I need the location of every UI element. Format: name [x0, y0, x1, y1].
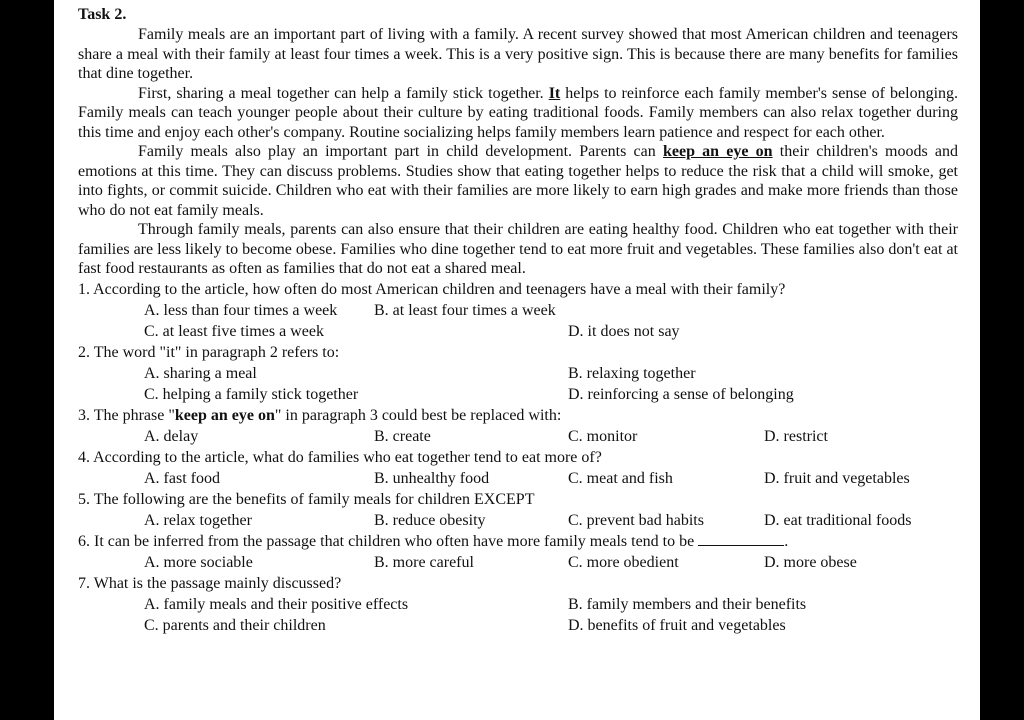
paragraph-3-text-b: their children's moods and emotions at this time. They can discuss problems. Studies show that eating together helps to reduce the risk that a child will smoke, get into fights, or commit suicide. Children who eat with their families are more likely to earn high grades and make more friends than those who do not eat family meals. — [78, 143, 959, 219]
question-3-options — [78, 426, 958, 447]
paragraph-2-text-a: First, sharing a meal together can help a family stick together. — [138, 84, 549, 102]
question-2: 2. The word "it" in paragraph 2 refers to: — [78, 343, 340, 361]
q6-option-d[interactable]: D. more obese — [764, 553, 857, 571]
question-2-options-row-2 — [78, 384, 958, 405]
q2-option-c[interactable]: C. helping a family stick together — [144, 385, 359, 403]
question-6-options — [78, 552, 958, 573]
q6-option-a[interactable]: A. more sociable — [144, 553, 253, 571]
q5-option-b[interactable]: B. reduce obesity — [374, 511, 486, 529]
question-7: 7. What is the passage mainly discussed? — [78, 574, 342, 592]
q5-option-d[interactable]: D. eat traditional foods — [764, 511, 912, 529]
q2-option-d[interactable]: D. reinforcing a sense of belonging — [568, 385, 794, 403]
question-6-end: . — [784, 532, 789, 550]
paragraph-3 — [78, 142, 958, 220]
question-4-options — [78, 468, 958, 489]
q7-option-c[interactable]: C. parents and their children — [144, 616, 326, 634]
q2-option-a[interactable]: A. sharing a meal — [144, 364, 257, 382]
q3-option-b[interactable]: B. create — [374, 427, 431, 445]
q1-option-b[interactable]: B. at least four times a week — [374, 301, 556, 319]
q2-option-b[interactable]: B. relaxing together — [568, 364, 696, 382]
question-1-options-row-1 — [78, 300, 958, 321]
paragraph-4: Through family meals, parents can also ensure that their children are eating healthy food. Children who eat together with their families are less likely to become obese. Families who dine together tend to eat more fruit and vegetables. These families also don't eat at fast food restaurants as often as families that do not eat a shared meal. — [78, 221, 958, 277]
underlined-it: It — [548, 84, 561, 102]
paragraph-2 — [78, 84, 958, 143]
question-6-text: 6. It can be inferred from the passage that children who often have more family meals tend to be — [78, 532, 695, 550]
question-1: 1. According to the article, how often do most American children and teenagers have a meal with their family? — [78, 280, 786, 298]
question-7-options-row-2 — [78, 615, 958, 636]
q3-option-a[interactable]: A. delay — [144, 427, 199, 445]
q6-option-c[interactable]: C. more obedient — [568, 553, 679, 571]
q4-option-a[interactable]: A. fast food — [144, 469, 220, 487]
question-5-options — [78, 510, 958, 531]
q4-option-d[interactable]: D. fruit and vegetables — [764, 469, 910, 487]
paragraph-2-text-b: helps to reinforce each family member's sense of belonging. Family meals can teach younger people about their culture by eating traditional foods. Family members can also relax together during this time and enjoy each other's company. Routine socializing helps family members learn patience and respect for each other. — [78, 84, 959, 141]
q5-option-c[interactable]: C. prevent bad habits — [568, 511, 704, 529]
question-4: 4. According to the article, what do families who eat together tend to eat more of? — [78, 448, 602, 466]
worksheet-page — [54, 0, 980, 720]
question-7-options-row-1 — [78, 594, 958, 615]
paragraph-3-text-a: Family meals also play an important part in child development. Parents can — [138, 143, 663, 160]
q1-option-c[interactable]: C. at least five times a week — [144, 322, 324, 340]
q7-option-a[interactable]: A. family meals and their positive effects — [144, 595, 409, 613]
underlined-phrase: keep an eye on — [662, 143, 773, 160]
q6-option-b[interactable]: B. more careful — [374, 553, 474, 571]
paragraph-1: Family meals are an important part of living with a family. A recent survey showed that most American children and teenagers share a meal with their family at least four times a week. This is a very positive sign. This is because there are many benefits for families that dine together. — [78, 26, 958, 82]
q3-option-d[interactable]: D. restrict — [764, 427, 828, 445]
q4-option-c[interactable]: C. meat and fish — [568, 469, 673, 487]
q7-option-b[interactable]: B. family members and their benefits — [568, 595, 807, 613]
question-3 — [78, 405, 958, 426]
question-6 — [78, 531, 958, 552]
question-3-text-b: " in paragraph 3 could best be replaced with: — [274, 406, 562, 424]
question-3-phrase: keep an eye on — [174, 406, 275, 424]
task-title: Task 2. — [78, 6, 127, 23]
question-3-text-a: 3. The phrase " — [78, 406, 175, 424]
q1-option-d[interactable]: D. it does not say — [568, 322, 680, 340]
q5-option-a[interactable]: A. relax together — [144, 511, 252, 529]
q7-option-d[interactable]: D. benefits of fruit and vegetables — [568, 616, 786, 634]
question-2-options-row-1 — [78, 363, 958, 384]
q3-option-c[interactable]: C. monitor — [568, 427, 638, 445]
question-5: 5. The following are the benefits of family meals for children EXCEPT — [78, 490, 535, 508]
q4-option-b[interactable]: B. unhealthy food — [374, 469, 490, 487]
q1-option-a[interactable]: A. less than four times a week — [144, 301, 338, 319]
answer-blank[interactable] — [698, 531, 784, 546]
question-1-options-row-2 — [78, 321, 958, 342]
